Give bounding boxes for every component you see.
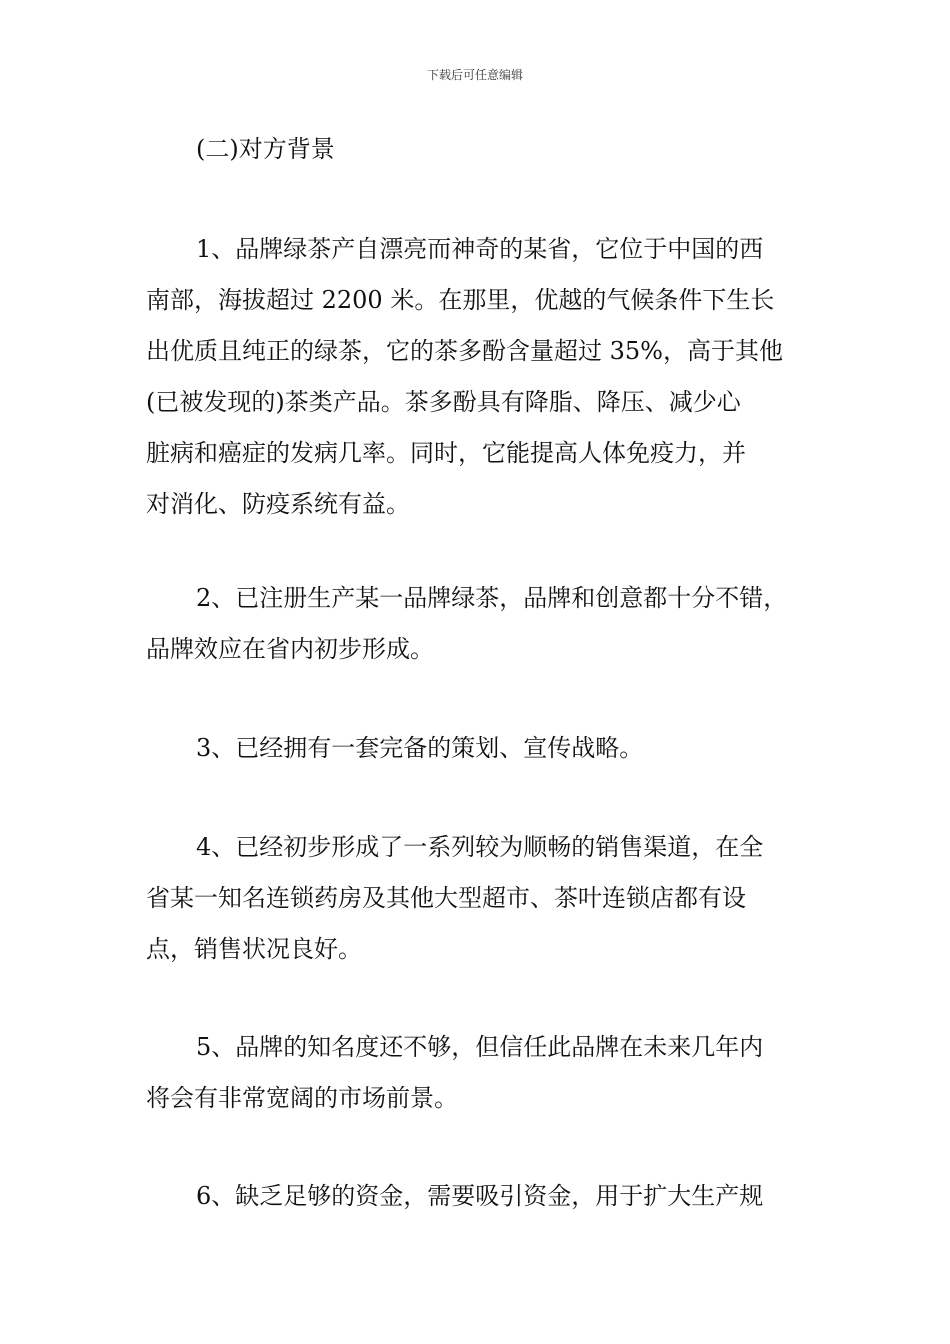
paragraph-line: 省某一知名连锁药房及其他大型超市、茶叶连锁店都有设 — [146, 884, 746, 912]
paragraph-line: 5、品牌的知名度还不够，但信任此品牌在未来几年内 — [196, 1033, 764, 1061]
header-note: 下载后可任意编辑 — [426, 68, 523, 82]
paragraph-1 — [146, 224, 836, 530]
paragraph-5 — [146, 1022, 836, 1124]
paragraph-line: 脏病和癌症的发病几率。同时，它能提高人体免疫力，并 — [146, 439, 746, 467]
paragraph-line: 品牌效应在省内初步形成。 — [146, 635, 434, 663]
paragraph-line: 3、已经拥有一套完备的策划、宣传战略。 — [196, 734, 644, 762]
paragraph-4 — [146, 822, 836, 975]
paragraph-line: 南部，海拔超过 2200 米。在那里，优越的气候条件下生长 — [146, 286, 775, 314]
paragraph-line: 将会有非常宽阔的市场前景。 — [146, 1084, 458, 1112]
paragraph-3 — [146, 723, 836, 774]
paragraph-line: 1、品牌绿茶产自漂亮而神奇的某省，它位于中国的西 — [196, 235, 764, 263]
paragraph-line: 点，销售状况良好。 — [146, 935, 362, 963]
section-heading-text: (二)对方背景 — [196, 135, 335, 163]
paragraph-line: 4、已经初步形成了一系列较为顺畅的销售渠道，在全 — [196, 833, 764, 861]
paragraph-line: 出优质且纯正的绿茶，它的茶多酚含量超过 35%，高于其他 — [146, 337, 783, 365]
section-heading — [146, 124, 836, 175]
paragraph-line: 6、缺乏足够的资金，需要吸引资金，用于扩大生产规 — [196, 1182, 764, 1210]
paragraph-6 — [146, 1171, 836, 1222]
paragraph-line: (已被发现的)茶类产品。茶多酚具有降脂、降压、减少心 — [146, 388, 741, 416]
paragraph-line: 2、已注册生产某一品牌绿茶，品牌和创意都十分不错， — [196, 584, 788, 612]
paragraph-2 — [146, 573, 836, 675]
paragraph-line: 对消化、防疫系统有益。 — [146, 490, 410, 518]
